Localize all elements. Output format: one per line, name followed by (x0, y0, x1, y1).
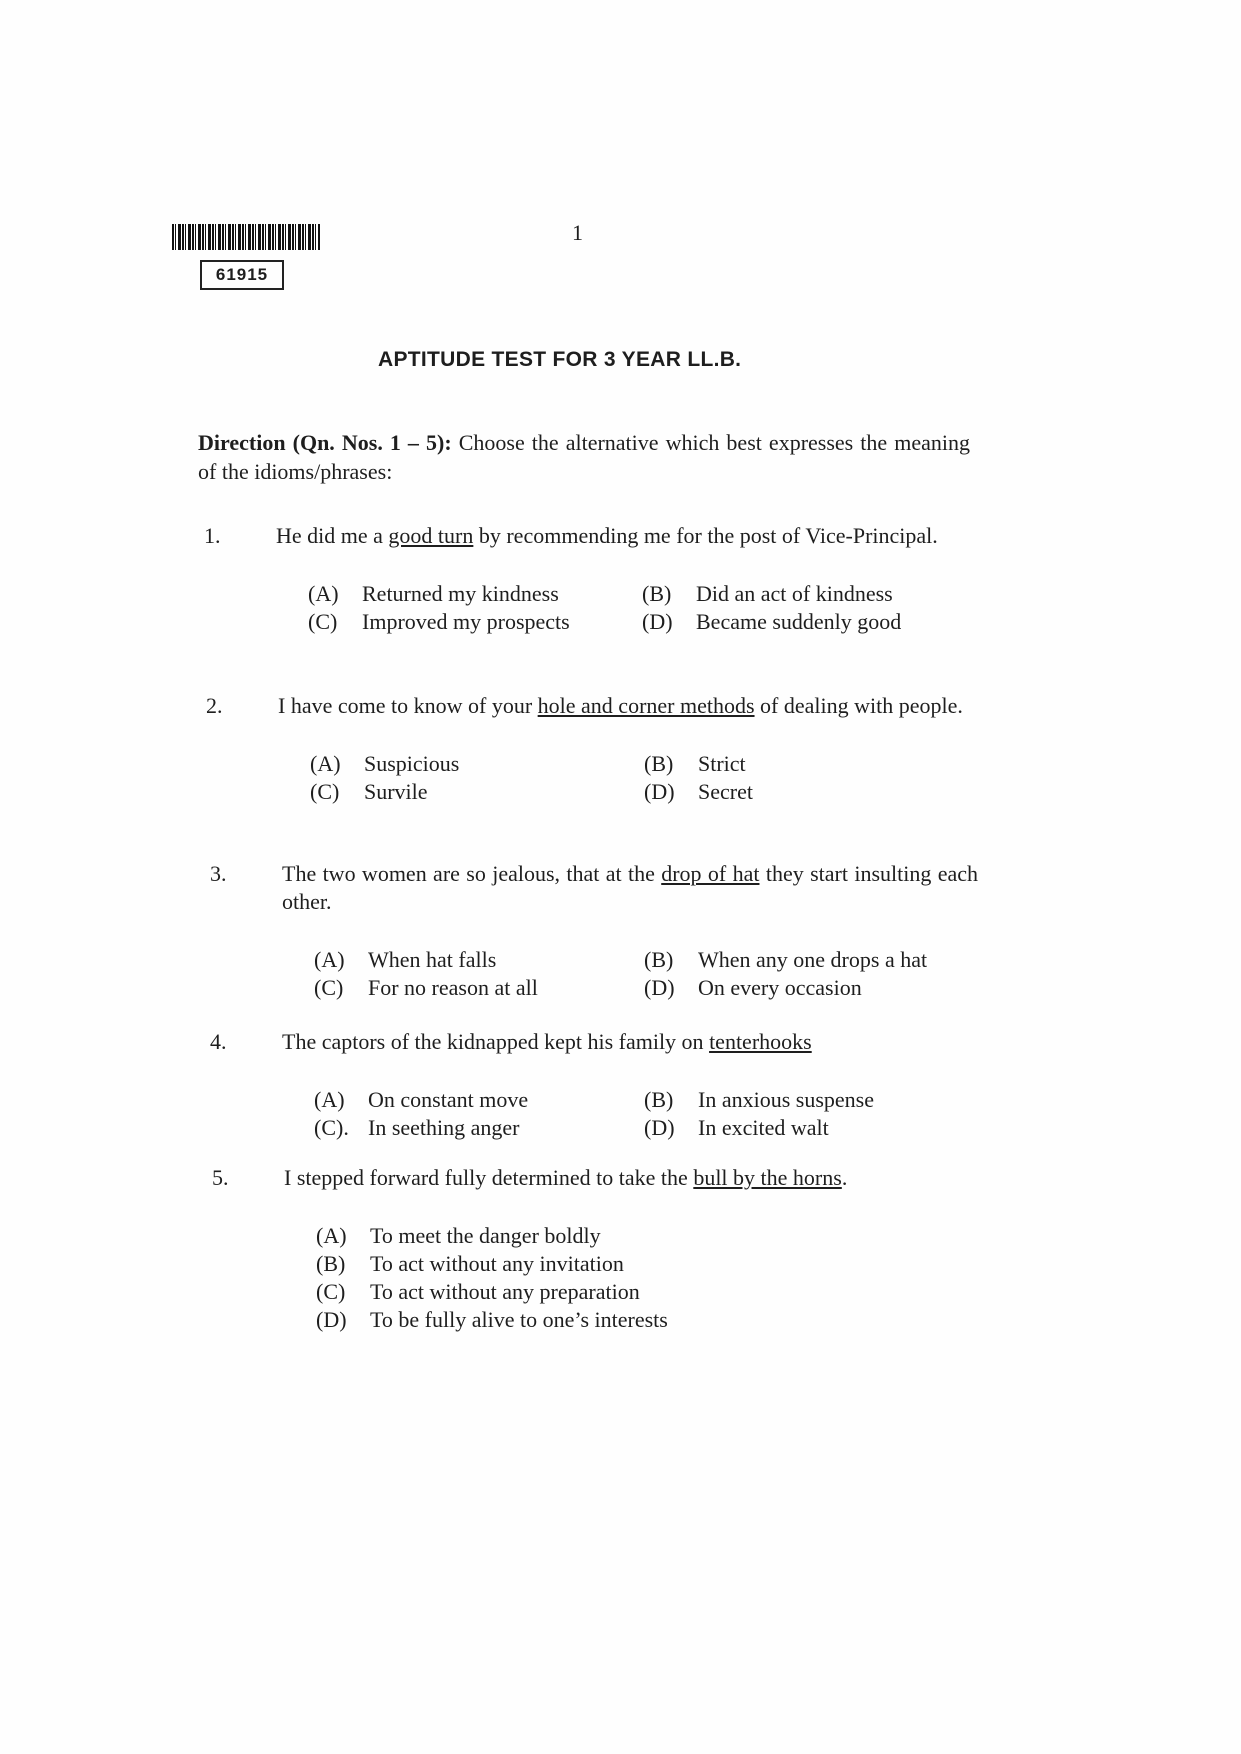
question-1 (204, 522, 972, 636)
page-title: APTITUDE TEST FOR 3 YEAR LL.B. (378, 348, 742, 371)
stem-text: I stepped forward fully determined to take the (284, 1165, 694, 1190)
option-text: When any one drops a hat (698, 947, 928, 972)
options-grid (314, 946, 978, 1002)
option-label: (A) (314, 947, 345, 972)
option-text: To be fully alive to one’s interests (370, 1307, 668, 1332)
option-a (310, 750, 459, 778)
question-5 (212, 1164, 980, 1334)
options-grid (310, 750, 974, 806)
question-number: 5. (212, 1165, 229, 1190)
question-number: 2. (206, 693, 223, 718)
option-text: Survile (364, 779, 428, 804)
option-a (314, 1086, 528, 1114)
direction-label: Direction (Qn. Nos. 1 – 5): (198, 430, 452, 455)
stem-text: I have come to know of your (278, 693, 538, 718)
option-text: In seething anger (368, 1115, 520, 1140)
question-2 (206, 692, 974, 806)
option-c (314, 974, 538, 1002)
question-stem (282, 860, 978, 916)
option-label: (C) (314, 975, 344, 1000)
option-d (642, 608, 901, 636)
question-stem (276, 522, 972, 550)
option-label: (B) (642, 581, 672, 606)
option-b (316, 1250, 980, 1278)
option-b (644, 946, 927, 974)
option-d (644, 974, 862, 1002)
stem-text: they start insulting each other. (282, 861, 978, 914)
option-a (314, 946, 496, 974)
underlined-phrase: tenterhooks (709, 1029, 812, 1054)
option-label: (A) (316, 1223, 347, 1248)
option-text: To act without any invitation (370, 1251, 624, 1276)
options-grid (308, 580, 972, 636)
option-text: Became suddenly good (696, 609, 902, 634)
options-list (316, 1222, 980, 1334)
option-label: (D) (644, 779, 675, 804)
option-b (644, 750, 746, 778)
option-c (310, 778, 428, 806)
option-text: Suspicious (364, 751, 460, 776)
question-stem (284, 1164, 980, 1192)
option-label: (A) (310, 751, 341, 776)
direction-block (198, 428, 970, 486)
question-stem (278, 692, 974, 720)
stem-text: . (841, 1165, 848, 1190)
option-text: To act without any preparation (370, 1279, 640, 1304)
option-text: Strict (698, 751, 746, 776)
option-c (314, 1114, 520, 1142)
question-stem (282, 1028, 978, 1056)
paper-code-box: 61915 (200, 260, 284, 290)
question-number: 3. (210, 861, 227, 886)
option-label: (B) (316, 1251, 346, 1276)
direction-text: Choose the alternative which best expresses the meaning of the idioms/phrases: (198, 430, 970, 484)
question-number: 4. (210, 1029, 227, 1054)
option-text: In excited walt (698, 1115, 829, 1140)
option-label: (B) (644, 947, 674, 972)
option-text: To meet the danger boldly (370, 1223, 601, 1248)
option-text: In anxious suspense (698, 1087, 874, 1112)
option-text: On every occasion (698, 975, 862, 1000)
option-c (308, 608, 570, 636)
underlined-phrase: hole and corner methods (537, 693, 755, 718)
option-text: When hat falls (368, 947, 497, 972)
stem-text: The two women are so jealous, that at the (282, 861, 662, 886)
stem-text: by recommending me for the post of Vice-Principal. (473, 523, 938, 548)
stem-text: The captors of the kidnapped kept his family on (282, 1029, 710, 1054)
option-label: (D) (316, 1307, 347, 1332)
option-text: For no reason at all (368, 975, 538, 1000)
option-b (642, 580, 893, 608)
option-b (644, 1086, 874, 1114)
options-grid (314, 1086, 978, 1142)
question-3 (210, 860, 978, 1002)
option-c (316, 1278, 980, 1306)
option-text: Returned my kindness (362, 581, 559, 606)
barcode (172, 224, 320, 250)
option-text: Improved my prospects (362, 609, 570, 634)
option-label: (B) (644, 751, 674, 776)
underlined-phrase: drop of hat (661, 861, 760, 886)
option-label: (C). (314, 1115, 349, 1140)
underlined-phrase: bull by the horns (693, 1165, 842, 1190)
option-d (316, 1306, 980, 1334)
underlined-phrase: good turn (388, 523, 474, 548)
option-a (308, 580, 559, 608)
option-label: (D) (644, 1115, 675, 1140)
option-text: On constant move (368, 1087, 529, 1112)
option-label: (D) (642, 609, 673, 634)
question-number: 1. (204, 523, 221, 548)
option-label: (D) (644, 975, 675, 1000)
option-d (644, 1114, 829, 1142)
option-label: (B) (644, 1087, 674, 1112)
option-text: Secret (698, 779, 753, 804)
option-label: (C) (316, 1279, 346, 1304)
stem-text: of dealing with people. (754, 693, 963, 718)
option-label: (A) (308, 581, 339, 606)
option-text: Did an act of kindness (696, 581, 893, 606)
option-a (316, 1222, 980, 1250)
option-label: (C) (310, 779, 340, 804)
stem-text: He did me a (276, 523, 389, 548)
option-d (644, 778, 753, 806)
option-label: (C) (308, 609, 338, 634)
page-number: 1 (572, 220, 583, 245)
question-4 (210, 1028, 978, 1142)
option-label: (A) (314, 1087, 345, 1112)
